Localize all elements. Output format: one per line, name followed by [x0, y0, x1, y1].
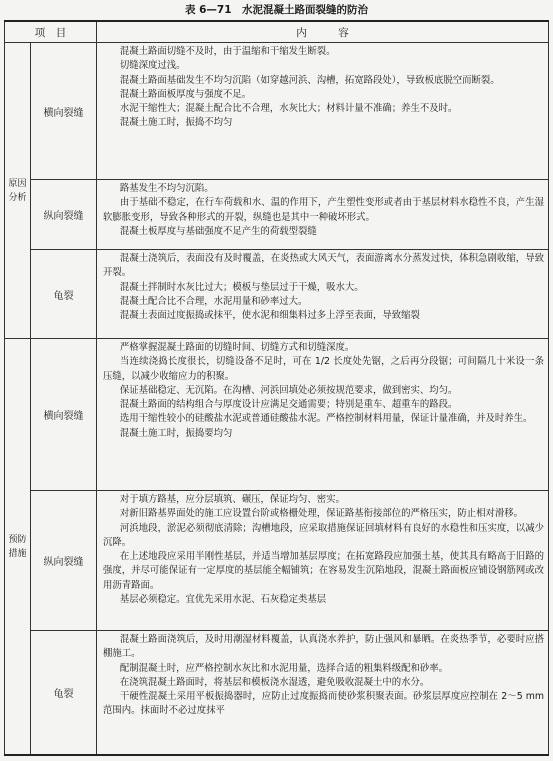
- table-title: 表 6—71 水泥混凝土路面裂缝的防治: [184, 4, 369, 16]
- table-row: [5, 180, 549, 250]
- content-paragraph: 当连续浇捣长度很长，切缝设备不足时，可在 1/2 长度处先锯，之后再分段锯；可间隔几十米设一条压缝，以减少收缩应力的积聚。: [103, 356, 544, 382]
- row-content: [97, 180, 549, 250]
- content-paragraph: 严格掌握混凝土路面的切缝时间、切缝方式和切缝深度。: [119, 342, 355, 353]
- content-paragraph: 水泥干缩性大；混凝土配合比不合理，水灰比大；材料计量不准确；养生不及时。: [119, 103, 458, 115]
- content-paragraph: 混凝土路面浇筑后，及时用潮湿材料覆盖，认真浇水养护，防止强风和暴晒。在炎热季节，必要时应搭棚施工。: [103, 634, 544, 660]
- content-paragraph: 路基发生不均匀沉陷。: [119, 183, 214, 194]
- content-paragraph: 混凝土路面切缝不及时，由于温缩和干缩发生断裂。: [119, 46, 336, 57]
- content-paragraph: 混凝土表面过度振捣或抹平，使水泥和细集料过多上浮至表面，导致缩裂: [119, 310, 420, 322]
- prevention-table: [4, 20, 549, 756]
- content-paragraph: 在上述地段应采用半刚性基层，并适当增加基层厚度；在拓宽路段应加强土基，使其具有略高于旧路的强度，并尽可能保证有一定厚度的基层能全幅铺筑；在容易发生沉陷地段，混凝土路面板应铺设钢筋网或改用沥青路面。: [103, 551, 544, 591]
- row-content: [97, 250, 549, 339]
- content-paragraph: 混凝土施工时，振捣要均匀: [119, 427, 233, 439]
- content-paragraph: 选用干缩性较小的硅酸盐水泥或普通硅酸盐水泥。严格控制材料用量，保证计量准确，并及时养生。: [119, 413, 533, 425]
- row-label: 纵向裂缝: [31, 491, 97, 631]
- content-paragraph: 混凝土浇筑后，表面没有及时覆盖，在炎热或大风天气，表面游离水分蒸发过快，体积急剧收缩，导致开裂。: [103, 253, 544, 279]
- content-paragraph: 在浇筑混凝土路面时，将基层和模板浇水湿透，避免吸收混凝土中的水分。: [119, 676, 430, 688]
- content-paragraph: 混凝土板厚度与基础强度不足产生的荷载型裂缝: [119, 225, 317, 237]
- category-prevention: 预防措施: [5, 339, 31, 756]
- table-row: [5, 43, 549, 180]
- row-label: 纵向裂缝: [31, 180, 97, 250]
- content-paragraph: 保证基础稳定、无沉陷。在沟槽、河浜回填处必须按规范要求，做到密实、均匀。: [119, 384, 458, 396]
- header-content: 内 容: [97, 21, 549, 43]
- content-paragraph: 基层必须稳定。宜优先采用水泥、石灰稳定类基层: [119, 594, 327, 606]
- row-content: [97, 339, 549, 491]
- content-paragraph: 混凝土配合比不合理，水泥用量和砂率过大。: [119, 295, 308, 307]
- category-cause: 原因分析: [5, 43, 31, 339]
- table-row: [5, 250, 549, 339]
- content-paragraph: 河浜地段，淤泥必须彻底清除；沟槽地段，应采取措施保证回填材料有良好的水稳性和压实度，以减少沉降。: [103, 522, 544, 548]
- content-paragraph: 混凝土路面板厚度与强度不足。: [119, 88, 252, 100]
- row-label: 横向裂缝: [31, 43, 97, 180]
- content-paragraph: 由于基础不稳定，在行车荷载和水、温的作用下，产生塑性变形或者由于基层材料水稳性不良，产生湿软膨胀变形，导致各种形式的开裂，纵缝也是其中一种破坏形式。: [103, 197, 544, 223]
- row-content: [97, 491, 549, 631]
- row-content: [97, 631, 549, 756]
- content-paragraph: 干硬性混凝土采用平板振捣器时，应防止过度振捣而使砂浆积聚表面。砂浆层厚度应控制在 2～5 mm 范围内。抹面时不必过度抹平: [103, 691, 544, 717]
- table-row: [5, 339, 549, 491]
- content-paragraph: 切缝深度过浅。: [119, 60, 186, 72]
- content-paragraph: 配制混凝土时，应严格控制水灰比和水泥用量，选择合适的粗集料级配和砂率。: [119, 662, 449, 674]
- row-label: 龟裂: [31, 631, 97, 756]
- content-paragraph: 混凝土路面基础发生不均匀沉陷（如穿越河浜、沟槽，拓宽路段处），导致板底脱空而断裂。: [119, 74, 500, 86]
- header-item: 项 目: [5, 21, 97, 43]
- table-row: [5, 631, 549, 756]
- content-paragraph: 混凝土拌制时水灰比过大；模板与垫层过于干燥，吸水大。: [119, 281, 364, 293]
- row-label: 横向裂缝: [31, 339, 97, 491]
- row-content: [97, 43, 549, 180]
- content-paragraph: 对新旧路基界面处的施工应设置台阶或格栅处理，保证路基衔接部位的严格压实，防止相对滑移。: [119, 508, 524, 520]
- content-paragraph: 混凝土路面的结构组合与厚度设计应满足交通需要；特别是重车、超重车的路段。: [119, 399, 458, 411]
- table-row: [5, 491, 549, 631]
- content-paragraph: 混凝土施工时，振捣不均匀: [119, 117, 233, 129]
- table-header-row: [5, 21, 549, 43]
- content-paragraph: 对于填方路基，应分层填筑、碾压，保证均匀、密实。: [119, 494, 345, 505]
- row-label: 龟裂: [31, 250, 97, 339]
